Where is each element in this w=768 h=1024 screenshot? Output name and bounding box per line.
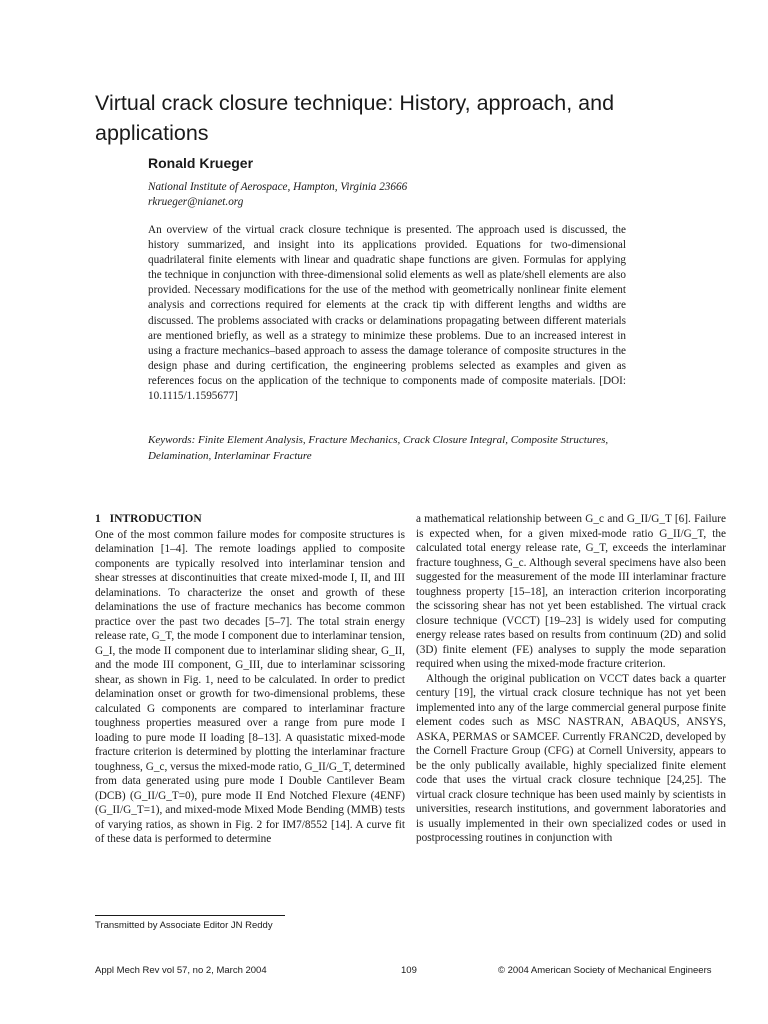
keywords-label: Keywords: xyxy=(148,434,196,446)
page-number: 109 xyxy=(401,965,417,976)
section-heading xyxy=(95,512,405,527)
journal-citation: Appl Mech Rev vol 57, no 2, March 2004 xyxy=(95,965,267,976)
abstract: An overview of the virtual crack closure technique is presented. The approach used is discussed, the history summarized, and insight into its applications provided. Equations for two-dimensional quadrilateral finite elements with linear and quadratic shape functions are given. Formulas for applying the technique in conjunction with three-dimensional solid elements as well as plate/shell elements are also provided. Necessary modifications for the use of the method with geometrically nonlinear finite element analysis and corrections required for elements at the crack tip with different lengths and widths are discussed. The problems associated with cracks or delaminations propagating between different materials are mentioned briefly, as well as a strategy to minimize these problems. Due to an increased interest in using a fracture mechanics–based approach to assess the damage tolerance of composite structures in the design phase and during certification, the engineering problems selected as examples and given as references focus on the application of the technique to components made of composite materials. [DOI: 10.1115/1.1595677] xyxy=(148,224,626,403)
paper-title: Virtual crack closure technique: History, approach, and applications xyxy=(95,91,615,145)
author-email: rkrueger@nianet.org xyxy=(148,196,244,208)
section-number: 1 xyxy=(95,513,101,525)
section-title: INTRODUCTION xyxy=(109,513,202,525)
affiliation-block xyxy=(148,180,407,210)
footnote: Transmitted by Associate Editor JN Reddy xyxy=(95,920,273,931)
intro-paragraph-1-continued: a mathematical relationship between G_c and G_II/G_T [6]. Failure is expected when, for a given mixed-mode ratio G_II/G_T, the calculated total energy release rate, G_T, exceeds the interlaminar fracture toughness, G_c. Although several specimens have also been suggested for the measurement of the mode III interlaminar fracture toughness property [15–18], an interaction criterion incorporating the scissoring shear has not yet been established. The virtual crack closure technique (VCCT) [19–23] is widely used for computing energy release rates based on results from continuum (2D) and solid (3D) finite element (FE) analyses to supply the mode separation required when using the mixed-mode fracture criterion. xyxy=(416,513,726,671)
intro-paragraph-2: Although the original publication on VCCT dates back a quarter century [19], the virtual crack closure technique has not yet been implemented into any of the large commercial general purpose finite element codes such as MSC NASTRAN, ABAQUS, ANSYS, ASKA, PERMAS or SAMCEF. Currently FRANC2D, developed by the Cornell Fracture Group (CFG) at Cornell University, appears to be the only publically available, highly specialized finite element code that uses the virtual crack closure technique [24,25]. The virtual crack closure technique has been used mainly by scientists in universities, research institutions, and government laboratories and is usually implemented in their own specialized codes or used in postprocessing routines in conjunction with xyxy=(416,672,726,845)
author-name: Ronald Krueger xyxy=(148,155,254,171)
keywords-list: Finite Element Analysis, Fracture Mechanics, Crack Closure Integral, Composite Structures, Delamination, Interlaminar Fracture xyxy=(148,434,609,462)
right-column xyxy=(416,512,726,846)
copyright-notice: © 2004 American Society of Mechanical Engineers xyxy=(498,965,712,976)
left-column xyxy=(95,512,405,847)
affiliation: National Institute of Aerospace, Hampton, Virginia 23666 xyxy=(148,181,408,193)
keywords xyxy=(148,433,626,464)
intro-paragraph-1: One of the most common failure modes for composite structures is delamination [1–4]. The remote loadings applied to composite components are typically resolved into interlaminar tension and shear stresses at discontinuities that create mixed-mode I, II, and III delaminations. To characterize the onset and growth of these delaminations the use of fracture mechanics has become common practice over the past two decades [5–7]. The total strain energy release rate, G_T, the mode I component due to interlaminar tension, G_I, the mode II component due to interlaminar sliding shear, G_II, and the mode III component, G_III, due to interlaminar scissoring shear, as shown in Fig. 1, need to be calculated. In order to predict delamination onset or growth for two-dimensional problems, these calculated G components are compared to interlaminar fracture toughness properties measured over a range from pure mode I loading to pure mode II loading [8–13]. A quasistatic mixed-mode fracture criterion is determined by plotting the interlaminar fracture toughness, G_c, versus the mixed-mode ratio, G_II/G_T, determined from data generated using pure mode I Double Cantilever Beam (DCB) (G_II/G_T=0), pure mode II End Notched Flexure (4ENF) (G_II/G_T=1), and mixed-mode Mixed Mode Bending (MMB) tests of varying ratios, as shown in Fig. 2 for IM7/8552 [14]. A curve fit of these data is performed to determine xyxy=(95,528,405,846)
footnote-divider xyxy=(95,915,285,916)
